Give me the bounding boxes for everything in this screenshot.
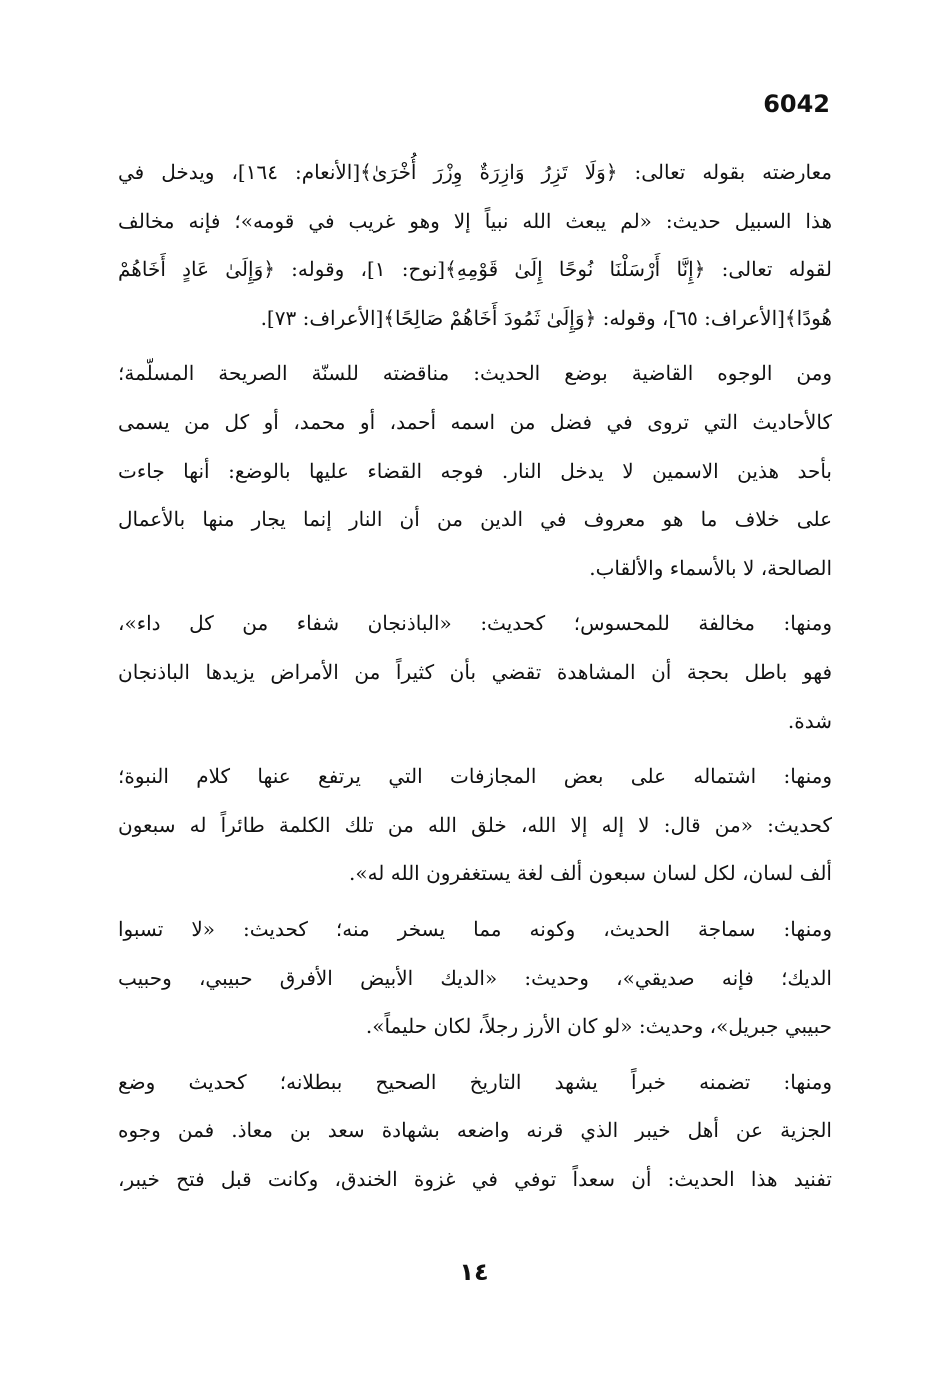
text-line: هُودًا﴾[الأعراف: ٦٥]، وقوله: ﴿وَإِلَىٰ ثَمُودَ أَخَاهُمْ صَالِحًا﴾[الأعراف: ٧٣]. bbox=[260, 305, 832, 330]
text-line: ومنها: تضمنه خبراً يشهد التاريخ الصحيح ببطلانه؛ كحديث وضع bbox=[118, 1069, 832, 1094]
paragraph-1 bbox=[118, 148, 832, 342]
text-line: حبيبي جبريل»، وحديث: «لو كان الأرز رجلاً، لكان حليماً». bbox=[365, 1014, 832, 1039]
text-line: فهو باطل بحجة أن المشاهدة تقضي بأن كثيراً من الأمراض يزيدها الباذنجان bbox=[118, 659, 832, 684]
paragraph-4 bbox=[118, 752, 832, 898]
text-line: على خلاف ما هو معروف في الدين من أن النار إنما يجار منها بالأعمال bbox=[118, 507, 832, 532]
text-line: ومنها: مخالفة للمحسوس؛ كحديث: «الباذنجان شفاء من كل داء»، bbox=[118, 611, 832, 636]
text-line: الديك؛ فإنه صديقي»، وحديث: «الديك الأبيض الأفرق حبيبي، وحبيب bbox=[118, 965, 832, 990]
text-line: هذا السبيل حديث: «لم يبعث الله نبياً إلا وهو غريب في قومه»؛ فإنه مخالف bbox=[118, 208, 832, 233]
page-number-bottom: ١٤ bbox=[459, 1258, 489, 1286]
page-number-top: 6042 bbox=[763, 90, 830, 118]
text-line: ومنها: اشتماله على بعض المجازفات التي يرتفع عنها كلام النبوة؛ bbox=[118, 764, 832, 789]
text-line: تفنيد هذا الحديث: أن سعداً توفي في غزوة الخندق، وكانت قبل فتح خيبر، bbox=[118, 1166, 832, 1191]
text-line: بأحد هذين الاسمين لا يدخل النار. فوجه القضاء عليها بالوضع: أنها جاءت bbox=[118, 458, 832, 483]
body-text bbox=[118, 148, 832, 1203]
text-line: ومن الوجوه القاضية بوضع الحديث: مناقضته للسنّة الصريحة المسلّمة؛ bbox=[118, 361, 832, 386]
text-line: ومنها: سماجة الحديث، وكونه مما يسخر منه؛ كحديث: «لا تسبوا bbox=[118, 916, 832, 941]
text-line: الصالحة، لا بالأسماء والألقاب. bbox=[589, 555, 832, 580]
text-line: ألف لسان، لكل لسان سبعون ألف لغة يستغفرون الله له». bbox=[348, 861, 832, 886]
text-line: كحديث: «من قال: لا إله إلا الله، خلق الله من تلك الكلمة طائراً له سبعون bbox=[118, 812, 832, 837]
text-line: الجزية عن أهل خيبر الذي قرنه واضعه بشهادة سعد بن معاذ. فمن وجوه bbox=[118, 1118, 832, 1143]
paragraph-6 bbox=[118, 1058, 832, 1204]
text-line: كالأحاديث التي تروى في فضل من اسمه أحمد، أو محمد، أو كل من يسمى bbox=[118, 409, 832, 434]
paragraph-2 bbox=[118, 349, 832, 592]
text-line: لقوله تعالى: ﴿إِنَّا أَرْسَلْنَا نُوحًا إِلَىٰ قَوْمِهِ﴾[نوح: ١]، وقوله: ﴿وَإِلَىٰ عَادٍ أَخَاهُمْ bbox=[118, 257, 832, 282]
text-line: شدة. bbox=[787, 708, 832, 733]
paragraph-3 bbox=[118, 599, 832, 745]
text-line: معارضته بقوله تعالى: ﴿وَلَا تَزِرُ وَازِرَةٌ وِزْرَ أُخْرَىٰ﴾[الأنعام: ١٦٤]، ويدخل في bbox=[118, 160, 832, 184]
paragraph-5 bbox=[118, 905, 832, 1051]
